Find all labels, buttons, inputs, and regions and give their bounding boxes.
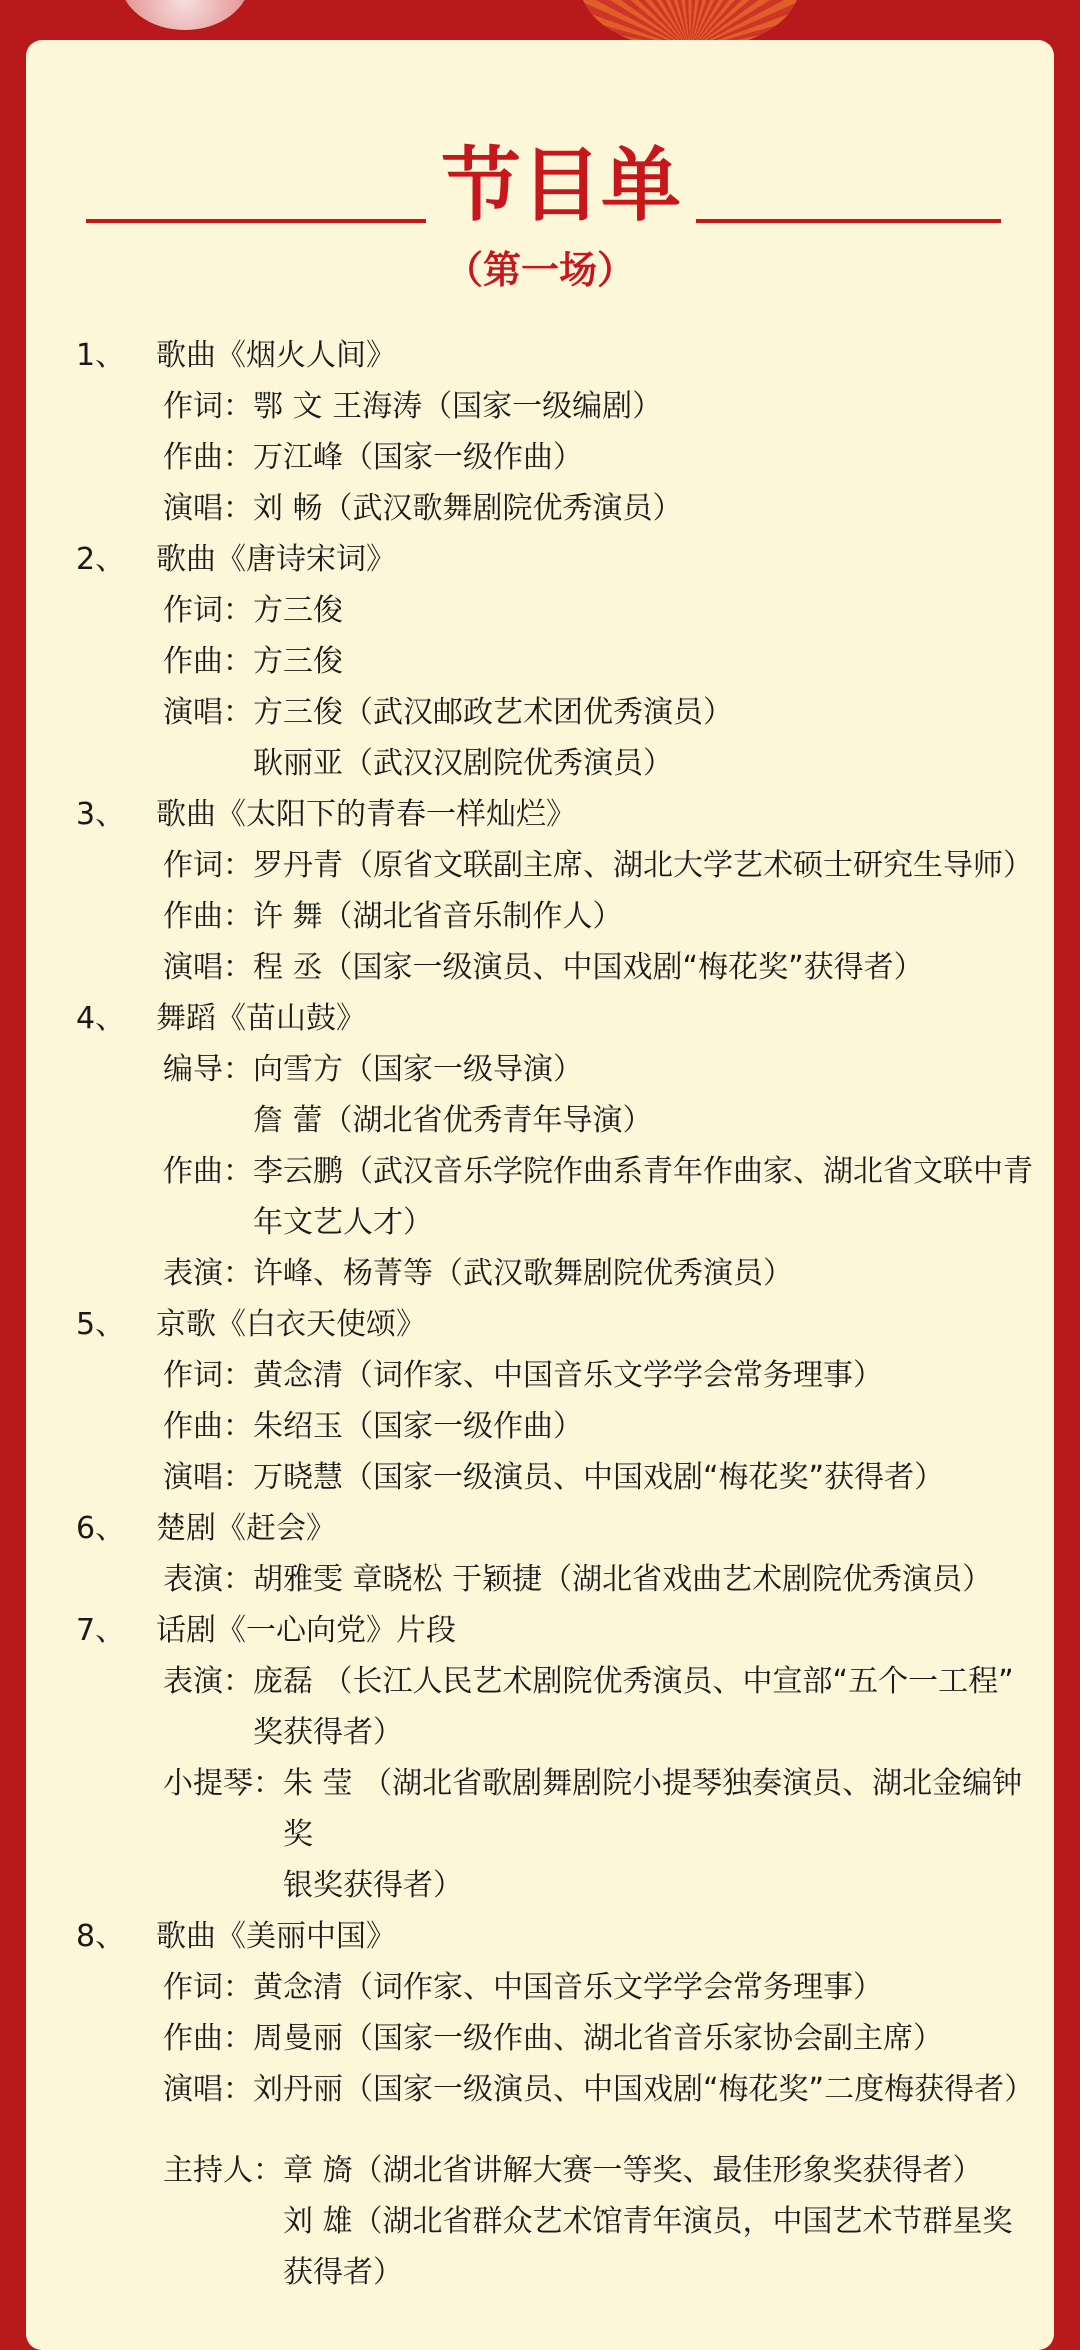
- credit-names: [283, 1758, 1036, 1911]
- credit-role: 作词：: [163, 848, 253, 883]
- credit-role: 作词：: [163, 389, 253, 424]
- credit-role: 表演：: [163, 1562, 253, 1597]
- program-title: 歌曲《唐诗宋词》: [156, 542, 396, 577]
- program-item-header: [76, 534, 1036, 585]
- credit-role: 演唱：: [163, 1460, 253, 1495]
- credit-line: 周曼丽（国家一级作曲、湖北省音乐家协会副主席）: [253, 2021, 943, 2056]
- credit-line: 许 舞（湖北省音乐制作人）: [253, 899, 623, 934]
- credit-line: 朱绍玉（国家一级作曲）: [253, 1409, 583, 1444]
- credit-row: [163, 1146, 1036, 1248]
- hosts-section: [76, 2145, 1036, 2298]
- program-item: [76, 534, 1036, 789]
- program-item-header: [76, 1605, 1036, 1656]
- credit-names: [253, 1248, 1036, 1299]
- credit-role: 作词：: [163, 1358, 253, 1393]
- credit-row: [163, 840, 1036, 891]
- program-number: 4、: [76, 1001, 126, 1036]
- program-title: 楚剧《赶会》: [156, 1511, 336, 1546]
- title-rule-right: [696, 219, 1001, 223]
- credit-line: 黄念清（词作家、中国音乐文学学会常务理事）: [253, 1970, 883, 2005]
- program-item-header: [76, 1503, 1036, 1554]
- credit-role: 演唱：: [163, 2072, 253, 2107]
- program-title: 舞蹈《苗山鼓》: [156, 1001, 366, 1036]
- program-item: [76, 1299, 1036, 1503]
- credit-names: [253, 1044, 1036, 1146]
- credit-line: 詹 蕾（湖北省优秀青年导演）: [253, 1103, 653, 1138]
- credit-line: 章 旖（湖北省讲解大赛一等奖、最佳形象奖获得者）: [283, 2153, 983, 2188]
- program-list: [76, 330, 1036, 2298]
- program-item-header: [76, 330, 1036, 381]
- program-item-header: [76, 789, 1036, 840]
- credit-row: [163, 1962, 1036, 2013]
- credit-names: [253, 636, 1036, 687]
- credit-names: [253, 840, 1036, 891]
- program-item-header: [76, 1299, 1036, 1350]
- credit-role: 作曲：: [163, 1154, 253, 1189]
- credit-role: 编导：: [163, 1052, 253, 1087]
- credit-role: 作词：: [163, 1970, 253, 2005]
- credit-role: 演唱：: [163, 950, 253, 985]
- credit-line: 万江峰（国家一级作曲）: [253, 440, 583, 475]
- credit-line: 获得者）: [283, 2255, 403, 2290]
- program-number: 8、: [76, 1919, 126, 1954]
- credit-row: [163, 1401, 1036, 1452]
- program-title: 歌曲《太阳下的青春一样灿烂》: [156, 797, 576, 832]
- credit-row: [163, 1554, 1036, 1605]
- credit-names: [253, 1350, 1036, 1401]
- credit-row: [163, 432, 1036, 483]
- program-number: 5、: [76, 1307, 126, 1342]
- lantern-decoration: [120, 0, 250, 30]
- title-row: [26, 135, 1054, 235]
- credit-role: 主持人：: [163, 2153, 283, 2188]
- program-title: 歌曲《烟火人间》: [156, 338, 396, 373]
- program-title: 京歌《白衣天使颂》: [156, 1307, 426, 1342]
- credit-names: [253, 687, 1036, 789]
- credit-line: 刘 雄（湖北省群众艺术馆青年演员，中国艺术节群星奖: [283, 2204, 1013, 2239]
- credit-role: 演唱：: [163, 695, 253, 730]
- program-item: [76, 1503, 1036, 1605]
- credit-names: [253, 1452, 1036, 1503]
- credit-line: 许峰、杨菁等（武汉歌舞剧院优秀演员）: [253, 1256, 793, 1291]
- credit-row: [163, 1758, 1036, 1911]
- credit-line: 程 丞（国家一级演员、中国戏剧“梅花奖”获得者）: [253, 950, 924, 985]
- credit-role: 作曲：: [163, 1409, 253, 1444]
- program-number: 3、: [76, 797, 126, 832]
- credit-names: [253, 1656, 1036, 1758]
- credit-role: 作曲：: [163, 2021, 253, 2056]
- credit-role: 演唱：: [163, 491, 253, 526]
- program-title: 歌曲《美丽中国》: [156, 1919, 396, 1954]
- credit-names: [253, 942, 1036, 993]
- credit-role: 作曲：: [163, 644, 253, 679]
- credit-names: [253, 1401, 1036, 1452]
- credit-line: 方三俊（武汉邮政艺术团优秀演员）: [253, 695, 733, 730]
- credit-line: 奖获得者）: [253, 1715, 403, 1750]
- credit-names: [253, 432, 1036, 483]
- program-title: 话剧《一心向党》片段: [156, 1613, 456, 1648]
- credit-line: 银奖获得者）: [283, 1868, 463, 1903]
- credit-line: 庞磊 （长江人民艺术剧院优秀演员、中宣部“五个一工程”: [253, 1664, 1014, 1699]
- program-number: 2、: [76, 542, 126, 577]
- credit-line: 方三俊: [253, 644, 343, 679]
- credit-line: 方三俊: [253, 593, 343, 628]
- credit-names: [253, 1554, 1036, 1605]
- credit-row: [163, 2145, 1036, 2298]
- credit-role: 表演：: [163, 1664, 253, 1699]
- credit-names: [253, 2013, 1036, 2064]
- credit-row: [163, 687, 1036, 789]
- credit-names: [283, 2145, 1036, 2298]
- credit-role: 作曲：: [163, 899, 253, 934]
- credit-line: 黄念清（词作家、中国音乐文学学会常务理事）: [253, 1358, 883, 1393]
- credit-row: [163, 1044, 1036, 1146]
- program-item: [76, 1605, 1036, 1911]
- credit-line: 万晓慧（国家一级演员、中国戏剧“梅花奖”获得者）: [253, 1460, 945, 1495]
- credit-row: [163, 483, 1036, 534]
- credit-line: 刘丹丽（国家一级演员、中国戏剧“梅花奖”二度梅获得者）: [253, 2072, 1035, 2107]
- program-number: 6、: [76, 1511, 126, 1546]
- page-subtitle: （第一场）: [444, 247, 635, 292]
- credit-line: 耿丽亚（武汉汉剧院优秀演员）: [253, 746, 673, 781]
- credit-names: [253, 1962, 1036, 2013]
- credit-names: [253, 2064, 1036, 2115]
- program-item-header: [76, 1911, 1036, 1962]
- credit-row: [163, 381, 1036, 432]
- credit-line: 向雪方（国家一级导演）: [253, 1052, 583, 1087]
- credit-names: [253, 1146, 1036, 1248]
- credit-role: 表演：: [163, 1256, 253, 1291]
- program-item-header: [76, 993, 1036, 1044]
- credit-line: 刘 畅（武汉歌舞剧院优秀演员）: [253, 491, 683, 526]
- credit-line: 鄂 文 王海涛（国家一级编剧）: [253, 389, 663, 424]
- credit-row: [163, 1248, 1036, 1299]
- credit-names: [253, 891, 1036, 942]
- credit-line: 朱 莹 （湖北省歌剧舞剧院小提琴独奏演员、湖北金编钟奖: [283, 1766, 1023, 1852]
- program-card: [26, 40, 1054, 2350]
- credit-line: 罗丹青（原省文联副主席、湖北大学艺术硕士研究生导师）: [253, 848, 1033, 883]
- credit-row: [163, 891, 1036, 942]
- credit-role: 作曲：: [163, 440, 253, 475]
- credit-role: 作词：: [163, 593, 253, 628]
- credit-role: 小提琴：: [163, 1766, 283, 1801]
- credit-names: [253, 585, 1036, 636]
- credit-names: [253, 381, 1036, 432]
- program-number: 1、: [76, 338, 126, 373]
- program-item: [76, 789, 1036, 993]
- credit-line: 胡雅雯 章晓松 于颖捷（湖北省戏曲艺术剧院优秀演员）: [253, 1562, 993, 1597]
- program-item: [76, 330, 1036, 534]
- program-item: [76, 1911, 1036, 2115]
- program-item: [76, 993, 1036, 1299]
- credit-line: 李云鹏（武汉音乐学院作曲系青年作曲家、湖北省文联中青: [253, 1154, 1033, 1189]
- credit-row: [163, 585, 1036, 636]
- credit-line: 年文艺人才）: [253, 1205, 433, 1240]
- credit-row: [163, 942, 1036, 993]
- credit-row: [163, 2013, 1036, 2064]
- title-rule-left: [86, 219, 426, 223]
- credit-row: [163, 2064, 1036, 2115]
- credit-row: [163, 1656, 1036, 1758]
- credit-row: [163, 636, 1036, 687]
- program-number: 7、: [76, 1613, 126, 1648]
- credit-row: [163, 1452, 1036, 1503]
- page-title: 节目单: [441, 138, 681, 232]
- credit-names: [253, 483, 1036, 534]
- credit-row: [163, 1350, 1036, 1401]
